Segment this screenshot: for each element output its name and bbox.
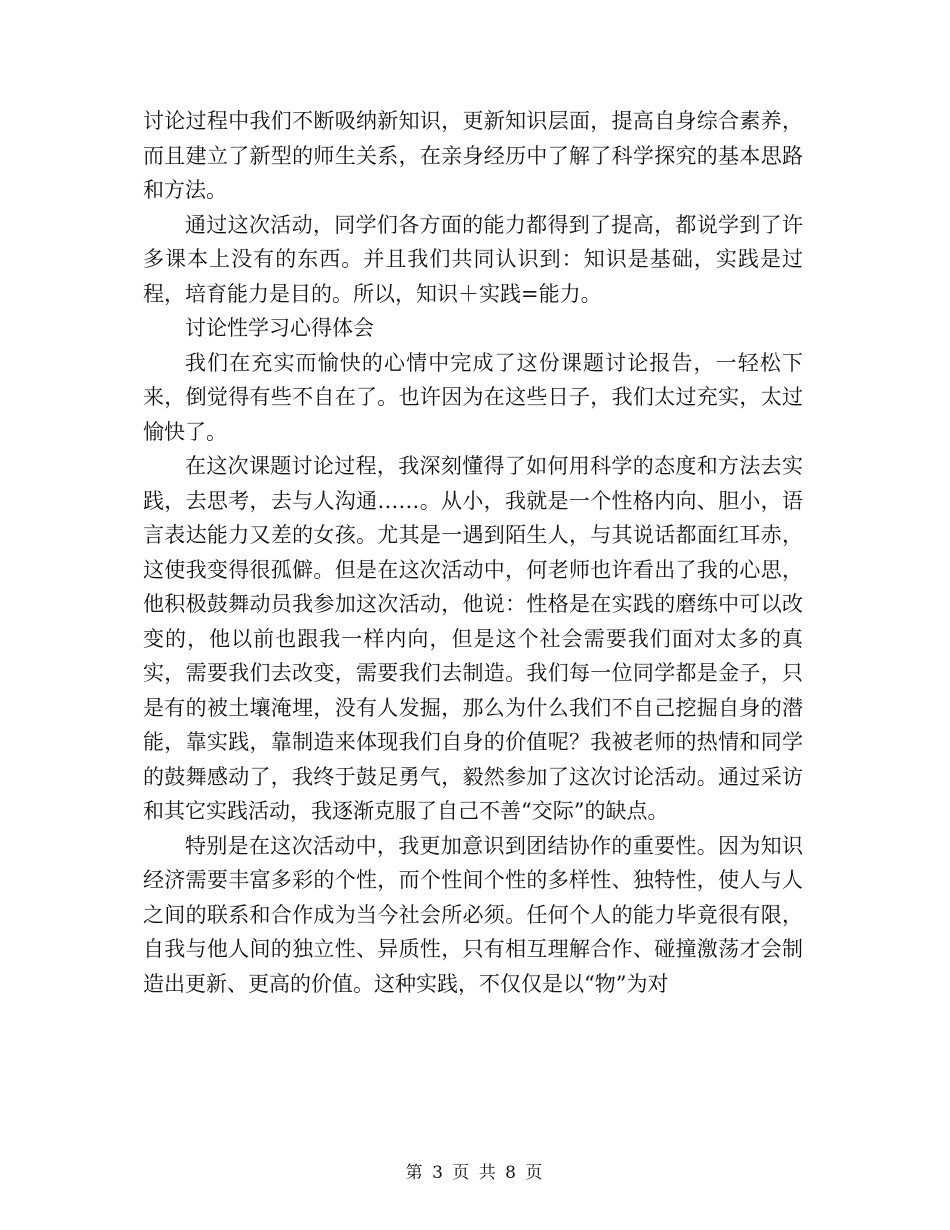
paragraph-5: 特别是在这次活动中，我更加意识到团结协作的重要性。因为知识经济需要丰富多彩的个性，而个性间个性的多样性、独特性，使人与人之间的联系和合作成为当今社会所必须。任何个人的能力毕竟很有限，自我与他人间的独立性、异质性，只有相互理解合作、碰撞激荡才会制造出更新、更高的价值。这种实践，不仅仅是以“物”为对 [143, 833, 803, 996]
paragraph-3: 我们在充实而愉快的心情中完成了这份课题讨论报告，一轻松下来，倒觉得有些不自在了。也许因为在这些日子，我们太过充实，太过愉快了。 [143, 350, 803, 444]
document-body [143, 104, 803, 1001]
section-heading: 讨论性学习心得体会 [185, 316, 374, 340]
page-number-footer: 第 3 页 共 8 页 [405, 1163, 545, 1183]
paragraph-1: 讨论过程中我们不断吸纳新知识，更新知识层面，提高自身综合素养，而且建立了新型的师生关系，在亲身经历中了解了科学探究的基本思路和方法。 [143, 109, 803, 202]
paragraph-4: 在这次课题讨论过程，我深刻懂得了如何用科学的态度和方法去实践，去思考，去与人沟通……。从小，我就是一个性格内向、胆小，语言表达能力又差的女孩。尤其是一遇到陌生人，与其说话都面红耳赤，这使我变得很孤僻。但是在这次活动中，何老师也许看出了我的心思，他积极鼓舞动员我参加这次活动，他说：性格是在实践的磨练中可以改变的，他以前也跟我一样内向，但是这个社会需要我们面对太多的真实，需要我们去改变，需要我们去制造。我们每一位同学都是金子，只是有的被土壤淹埋，没有人发掘，那么为什么我们不自己挖掘自身的潜能，靠实践，靠制造来体现我们自身的价值呢？我被老师的热情和同学的鼓舞感动了，我终于鼓足勇气，毅然参加了这次讨论活动。通过采访和其它实践活动，我逐渐克服了自己不善“交际”的缺点。 [143, 454, 803, 823]
paragraph-2: 通过这次活动，同学们各方面的能力都得到了提高，都说学到了许多课本上没有的东西。并且我们共同认识到：知识是基础，实践是过程，培育能力是目的。所以，知识＋实践=能力。 [143, 212, 803, 306]
